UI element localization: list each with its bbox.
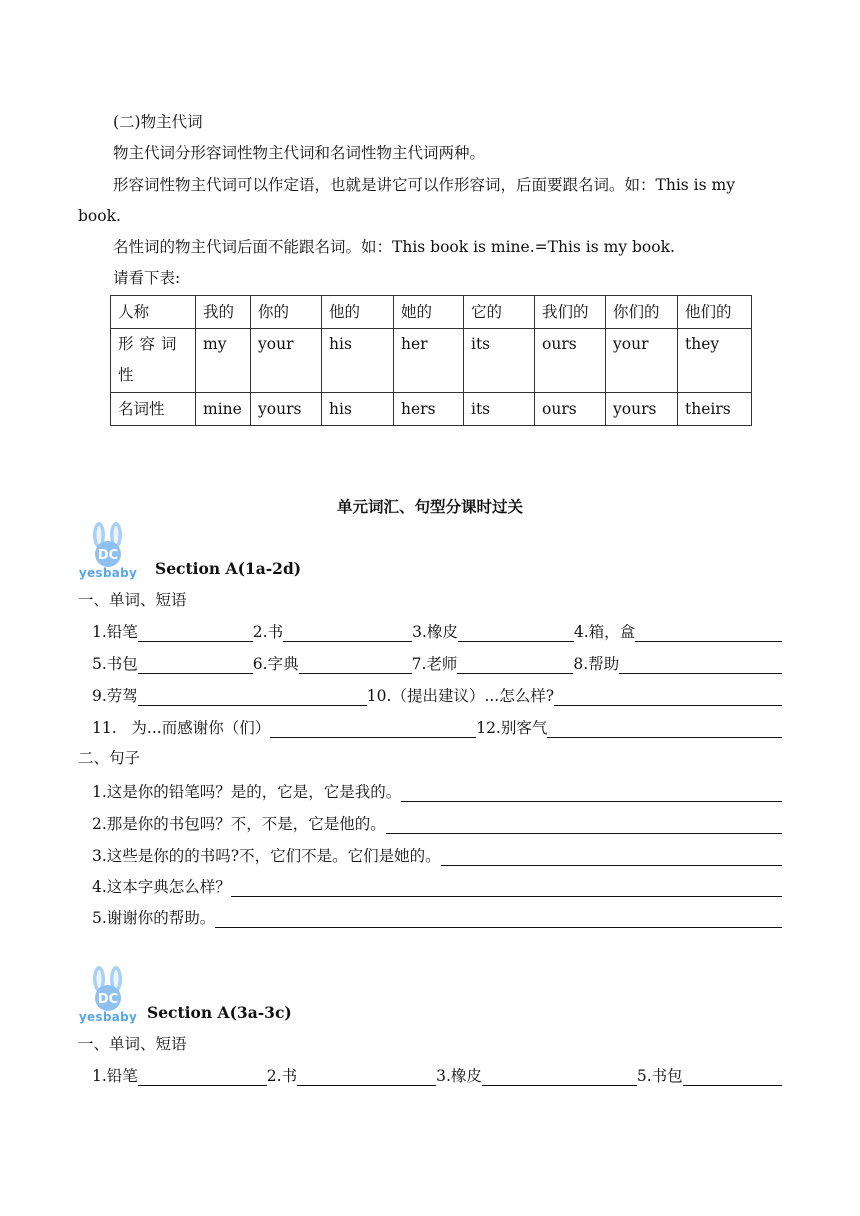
sentence-prompt: 2.那是你的书包吗？不，不是，它是他的。 bbox=[92, 815, 386, 833]
bunny-icon bbox=[77, 522, 139, 568]
sentence-row bbox=[92, 875, 782, 897]
answer-blank[interactable] bbox=[270, 719, 476, 738]
bunny-icon bbox=[77, 966, 139, 1012]
answer-blank[interactable] bbox=[138, 1067, 267, 1086]
vocab-item-label: 3.橡皮 bbox=[412, 623, 458, 641]
table-cell: ours bbox=[535, 393, 606, 426]
vocab-item-label: 2.书 bbox=[266, 1067, 298, 1085]
answer-blank[interactable] bbox=[547, 719, 782, 738]
unit-title: 单元词汇、句型分课时过关 bbox=[336, 497, 523, 516]
vocab-row bbox=[92, 716, 782, 738]
vocab-row bbox=[92, 1064, 782, 1086]
yesbaby-logo bbox=[77, 966, 139, 1024]
sentence-prompt: 3.这些是你的的书吗?不，它们不是。它们是她的。 bbox=[92, 847, 441, 865]
vocab-item-label: 5.书包 bbox=[636, 1067, 683, 1085]
answer-blank[interactable] bbox=[457, 655, 573, 674]
vocab-heading: 一、单词、短语 bbox=[78, 1035, 187, 1053]
answer-blank[interactable] bbox=[138, 655, 253, 674]
table-cell: they bbox=[678, 329, 752, 393]
sentence-prompt: 5.谢谢你的帮助。 bbox=[92, 909, 216, 927]
answer-blank[interactable] bbox=[441, 847, 782, 866]
table-cell: your bbox=[606, 329, 678, 393]
table-cell: his bbox=[322, 393, 394, 426]
table-cell: 她的 bbox=[394, 296, 464, 329]
table-cell: her bbox=[394, 329, 464, 393]
table-cell: 我的 bbox=[196, 296, 251, 329]
table-cell: 你的 bbox=[251, 296, 322, 329]
vocab-item-label: 11. 为...而感谢你（们） bbox=[92, 719, 271, 737]
table-cell: yours bbox=[606, 393, 678, 426]
table-cell: 他们的 bbox=[678, 296, 752, 329]
table-row bbox=[111, 329, 752, 393]
vocab-item-label: 2.书 bbox=[252, 623, 284, 641]
vocab-row bbox=[92, 652, 782, 674]
table-cell: 我们的 bbox=[535, 296, 606, 329]
answer-blank[interactable] bbox=[386, 815, 782, 834]
table-cell: 他的 bbox=[322, 296, 394, 329]
table-header-row bbox=[111, 296, 752, 329]
paragraph-4: 请看下表: bbox=[113, 269, 181, 287]
pronoun-table bbox=[110, 295, 752, 426]
svg-text:DC: DC bbox=[97, 992, 119, 1007]
subsection-heading: (二)物主代词 bbox=[113, 113, 203, 131]
table-cell: its bbox=[464, 393, 535, 426]
vocab-item-label: 1.铅笔 bbox=[92, 623, 138, 641]
vocab-row bbox=[92, 620, 782, 642]
answer-blank[interactable] bbox=[482, 1067, 637, 1086]
vocab-row bbox=[92, 684, 782, 706]
table-cell: my bbox=[196, 329, 251, 393]
yesbaby-logo bbox=[77, 522, 139, 580]
table-cell: its bbox=[464, 329, 535, 393]
paragraph-2-line-1: 形容词性物主代词可以作定语，也就是讲它可以作形容词，后面要跟名词。如：This is my bbox=[113, 176, 735, 194]
table-cell: 它的 bbox=[464, 296, 535, 329]
answer-blank[interactable] bbox=[635, 623, 782, 642]
vocab-item-label: 9.劳驾 bbox=[92, 687, 138, 705]
answer-blank[interactable] bbox=[138, 623, 253, 642]
vocab-item-label: 8.帮助 bbox=[573, 655, 620, 673]
sentence-row bbox=[92, 812, 782, 834]
vocab-heading: 一、单词、短语 bbox=[78, 591, 187, 609]
table-cell: 名词性 bbox=[111, 393, 196, 426]
sentence-prompt: 1.这是你的铅笔吗？是的，它是，它是我的。 bbox=[92, 783, 402, 801]
vocab-item-label: 1.铅笔 bbox=[92, 1067, 138, 1085]
table-cell: his bbox=[322, 329, 394, 393]
answer-blank[interactable] bbox=[619, 655, 782, 674]
section-1-title: Section A(1a-2d) bbox=[155, 559, 302, 578]
table-cell: ours bbox=[535, 329, 606, 393]
table-cell: 形容词性 bbox=[111, 329, 196, 393]
vocab-item-label: 6.字典 bbox=[252, 655, 299, 673]
sentence-row bbox=[92, 906, 782, 928]
table-cell: mine bbox=[196, 393, 251, 426]
paragraph-2-line-2: book. bbox=[78, 207, 121, 225]
vocab-item-label: 10.（提出建议）...怎么样? bbox=[366, 687, 555, 705]
table-cell: yours bbox=[251, 393, 322, 426]
answer-blank[interactable] bbox=[401, 783, 782, 802]
table-cell: hers bbox=[394, 393, 464, 426]
vocab-item-label: 4.箱，盒 bbox=[573, 623, 636, 641]
table-cell: your bbox=[251, 329, 322, 393]
paragraph-3: 名性词的物主代词后面不能跟名词。如：This book is mine.=This is my book. bbox=[113, 238, 675, 256]
answer-blank[interactable] bbox=[299, 655, 412, 674]
vocab-item-label: 12.别客气 bbox=[476, 719, 548, 737]
vocab-item-label: 3.橡皮 bbox=[436, 1067, 482, 1085]
answer-blank[interactable] bbox=[683, 1067, 782, 1086]
answer-blank[interactable] bbox=[231, 878, 782, 897]
logo-text: yesbaby bbox=[78, 566, 138, 580]
sentence-row bbox=[92, 780, 782, 802]
table-cell: 你们的 bbox=[606, 296, 678, 329]
sentence-heading: 二、句子 bbox=[78, 749, 141, 767]
sentence-prompt: 4.这本字典怎么样？ bbox=[92, 878, 231, 896]
answer-blank[interactable] bbox=[283, 623, 412, 642]
svg-text:DC: DC bbox=[97, 548, 119, 563]
table-cell: 人称 bbox=[111, 296, 196, 329]
vocab-item-label: 5.书包 bbox=[92, 655, 138, 673]
answer-blank[interactable] bbox=[554, 687, 782, 706]
answer-blank[interactable] bbox=[458, 623, 574, 642]
answer-blank[interactable] bbox=[138, 687, 367, 706]
logo-text: yesbaby bbox=[78, 1010, 138, 1024]
table-row bbox=[111, 393, 752, 426]
sentence-row bbox=[92, 844, 782, 866]
answer-blank[interactable] bbox=[215, 909, 782, 928]
table-cell: theirs bbox=[678, 393, 752, 426]
answer-blank[interactable] bbox=[297, 1067, 436, 1086]
paragraph-1: 物主代词分形容词性物主代词和名词性物主代词两种。 bbox=[113, 144, 486, 162]
vocab-item-label: 7.老师 bbox=[411, 655, 458, 673]
section-2-title: Section A(3a-3c) bbox=[147, 1003, 292, 1022]
